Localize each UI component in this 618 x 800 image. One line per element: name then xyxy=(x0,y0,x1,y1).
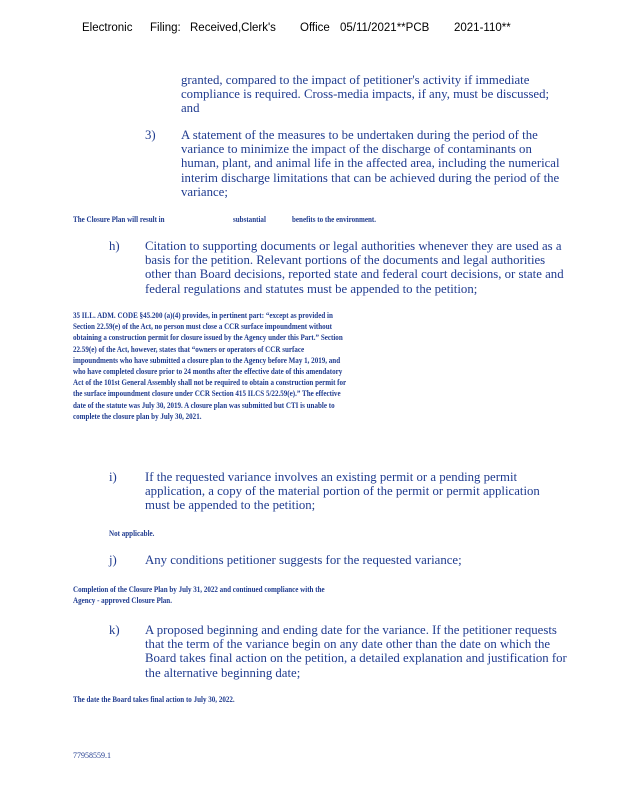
item-3-number: 3) xyxy=(145,128,156,142)
item-h-line: basis for the petition. Relevant portions of the documents and legal authorities xyxy=(145,253,546,268)
item-3-line: human, plant, and animal life in the affected area, including the numerical xyxy=(181,156,560,171)
response-i: Not applicable. xyxy=(109,528,155,538)
response-j-line: Completion of the Closure Plan by July 31, 2022 and continued compliance with the xyxy=(73,584,325,594)
header-filing: Filing: xyxy=(150,22,181,34)
response-h-line: Section 22.59(e) of the Act, no person must close a CCR surface impoundment without xyxy=(73,321,332,332)
item-k-line: A proposed beginning and ending date for the variance. If the petitioner requests xyxy=(145,623,557,637)
item-k-line: Board takes final action on the petition, a detailed explanation and justification for xyxy=(145,651,567,666)
response-h-line: impoundments who have submitted a closure plan to the Agency before May 1, 2019, and xyxy=(73,354,341,365)
response-h-line: the surface impoundment closure under CCR Section 415 ILCS 5/22.59(e).” The effective xyxy=(73,388,341,399)
header-case-number: 2021-110** xyxy=(454,22,511,34)
response-h-line: who have completed closure prior to 24 months after the effective date of this amendatory xyxy=(73,366,343,377)
item-h-letter: h) xyxy=(109,239,120,253)
response-j-line: Agency - approved Closure Plan. xyxy=(73,595,172,606)
response-h-line: obtaining a construction permit for closure issued by the Agency under this Part.” Section xyxy=(73,332,343,343)
item-h-line: other than Board decisions, reported state and federal court decisions, or state and xyxy=(145,267,564,282)
item-i-letter: i) xyxy=(109,470,117,484)
response-k: The date the Board takes final action to July 30, 2022. xyxy=(73,694,235,704)
item-j-text: Any conditions petitioner suggests for the requested variance; xyxy=(145,553,462,567)
response-j xyxy=(73,584,325,606)
item-2-line: and xyxy=(181,101,200,116)
response-h-line: 35 ILL. ADM. CODE §45.200 (a)(4) provides, in pertinent part: “except as provided in xyxy=(73,310,333,320)
closure-response-part2: substantial xyxy=(233,214,266,224)
item-2-continuation xyxy=(181,73,581,116)
item-h-line: Citation to supporting documents or legal authorities whenever they are used as a xyxy=(145,239,562,253)
header-office: Office xyxy=(300,22,330,34)
item-k-text xyxy=(145,623,605,680)
document-id: 77958559.1 xyxy=(73,751,111,760)
response-h-line: complete the closure plan by July 30, 2021. xyxy=(73,410,202,421)
response-h xyxy=(73,310,346,422)
closure-response-part1: The Closure Plan will result in xyxy=(73,214,165,224)
item-h-line: federal regulations and statutes must be appended to the petition; xyxy=(145,281,478,296)
item-2-line: compliance is required. Cross-media impacts, if any, must be discussed; xyxy=(181,87,550,102)
item-3-text xyxy=(181,128,601,199)
item-3-line: interim discharge limitations that can be achieved during the period of the xyxy=(181,170,560,185)
item-k-line: the alternative beginning date; xyxy=(145,665,301,680)
header-electronic: Electronic xyxy=(82,22,133,34)
item-h-text xyxy=(145,239,605,296)
item-k-line: that the term of the variance begin on any date other than the date on which the xyxy=(145,637,551,652)
item-3-line: variance to minimize the impact of the discharge of contaminants on xyxy=(181,142,532,157)
response-h-line: Act of the 101st General Assembly shall not be required to obtain a construction permit for xyxy=(73,377,347,388)
header-date: 05/11/2021**PCB xyxy=(340,22,430,34)
item-i-line: If the requested variance involves an existing permit or a pending permit xyxy=(145,470,518,484)
response-h-line: 22.59(e) of the Act, however, states that “owners or operators of CCR surface xyxy=(73,343,305,354)
item-3-line: A statement of the measures to be undertaken during the period of the xyxy=(181,128,538,142)
item-i-line: application, a copy of the material portion of the permit or permit application xyxy=(145,484,540,499)
item-2-line: granted, compared to the impact of petitioner's activity if immediate xyxy=(181,73,530,87)
item-j-letter: j) xyxy=(109,553,117,567)
response-h-line: date of the statute was July 30, 2019. A closure plan was submitted but CTI is unable to xyxy=(73,399,335,410)
header-received: Received,Clerk's xyxy=(190,22,276,34)
closure-response-part3: benefits to the environment. xyxy=(292,214,377,224)
item-3-line: variance; xyxy=(181,184,228,199)
item-k-letter: k) xyxy=(109,623,120,637)
item-i-line: must be appended to the petition; xyxy=(145,498,316,513)
item-i-text xyxy=(145,470,585,513)
